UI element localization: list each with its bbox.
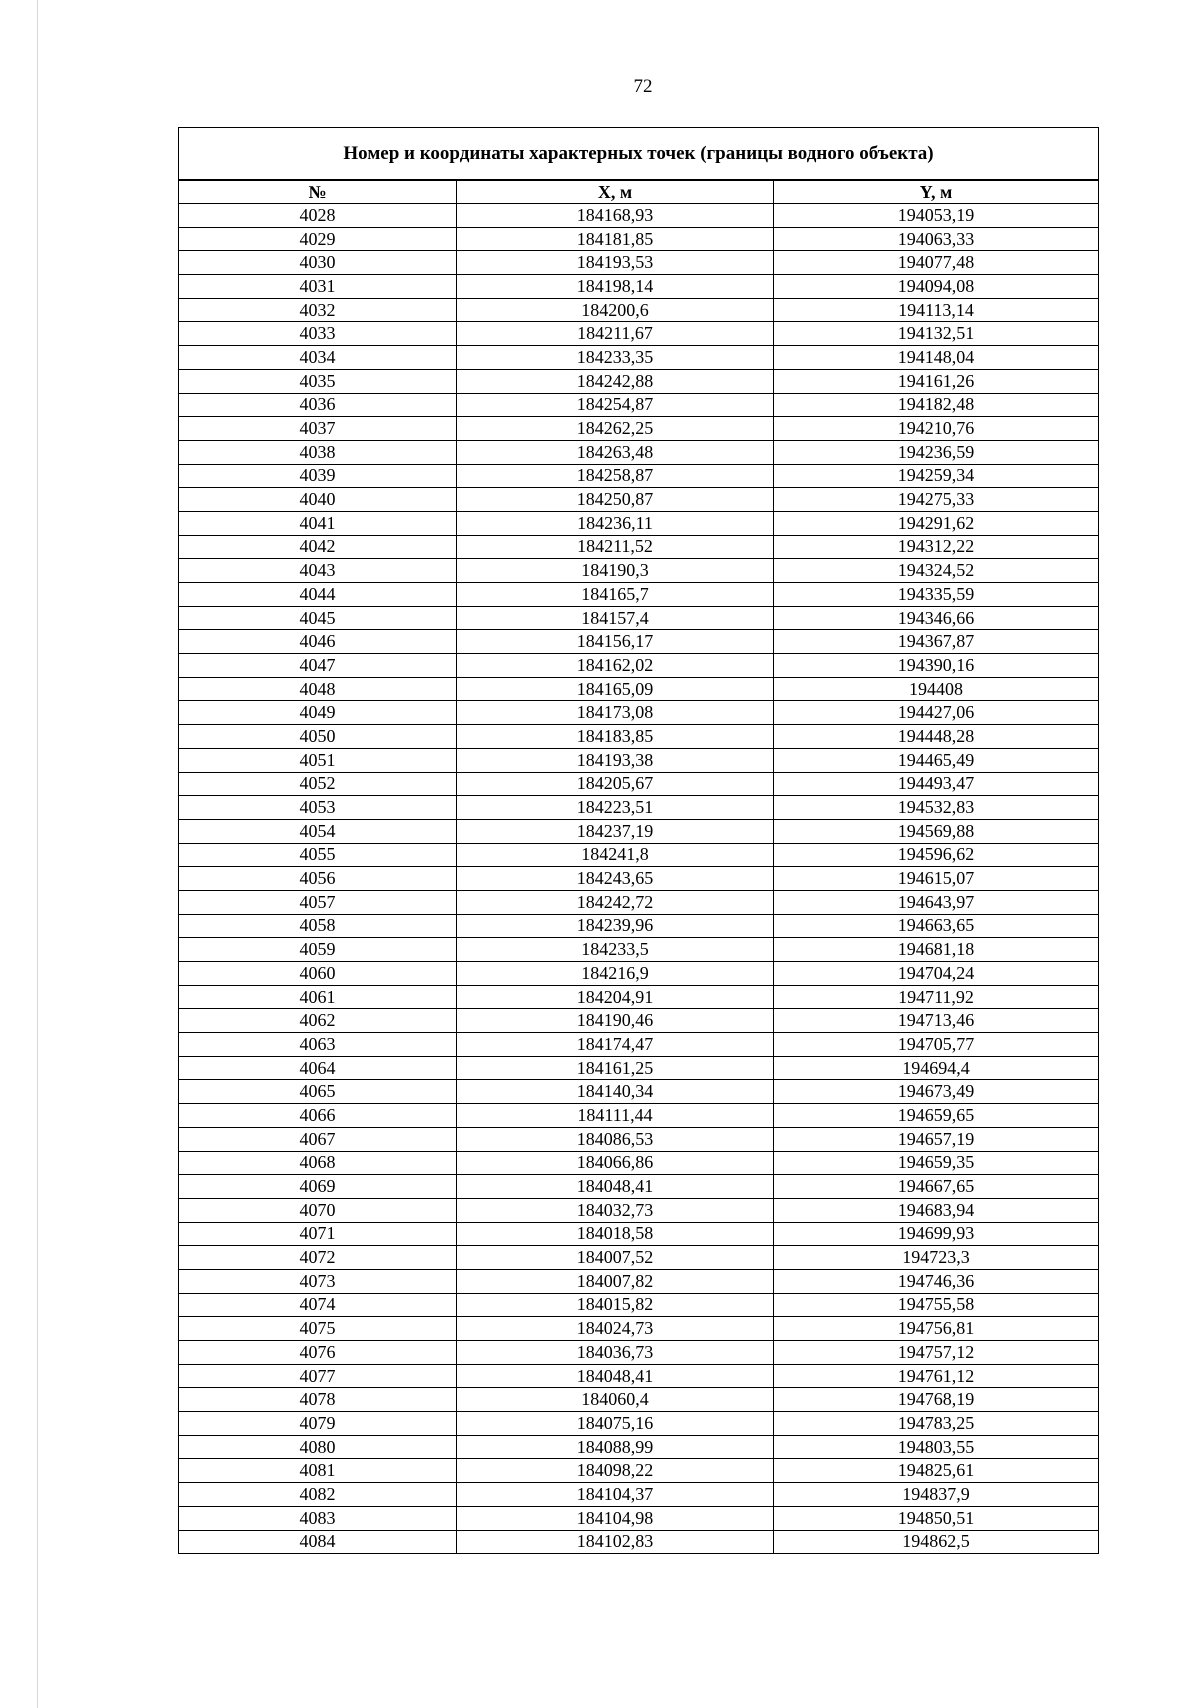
cell-x-coordinate: 184262,25 bbox=[457, 417, 774, 441]
cell-point-number: 4067 bbox=[179, 1127, 457, 1151]
cell-point-number: 4039 bbox=[179, 464, 457, 488]
cell-x-coordinate: 184200,6 bbox=[457, 298, 774, 322]
table-row bbox=[179, 298, 1099, 322]
cell-x-coordinate: 184174,47 bbox=[457, 1033, 774, 1057]
cell-y-coordinate: 194367,87 bbox=[774, 630, 1099, 654]
cell-point-number: 4031 bbox=[179, 275, 457, 299]
cell-x-coordinate: 184140,34 bbox=[457, 1080, 774, 1104]
table-row bbox=[179, 914, 1099, 938]
cell-y-coordinate: 194312,22 bbox=[774, 535, 1099, 559]
cell-point-number: 4046 bbox=[179, 630, 457, 654]
table-row bbox=[179, 962, 1099, 986]
cell-point-number: 4072 bbox=[179, 1246, 457, 1270]
cell-point-number: 4058 bbox=[179, 914, 457, 938]
cell-x-coordinate: 184104,98 bbox=[457, 1506, 774, 1530]
table-caption: Номер и координаты характерных точек (границы водного объекта) bbox=[179, 128, 1099, 181]
cell-y-coordinate: 194643,97 bbox=[774, 890, 1099, 914]
table-row bbox=[179, 417, 1099, 441]
table-row bbox=[179, 1080, 1099, 1104]
cell-x-coordinate: 184233,5 bbox=[457, 938, 774, 962]
table-row bbox=[179, 1269, 1099, 1293]
table-row bbox=[179, 867, 1099, 891]
table-row bbox=[179, 1293, 1099, 1317]
cell-x-coordinate: 184205,67 bbox=[457, 772, 774, 796]
cell-point-number: 4060 bbox=[179, 962, 457, 986]
cell-point-number: 4053 bbox=[179, 796, 457, 820]
cell-x-coordinate: 184075,16 bbox=[457, 1412, 774, 1436]
table-row bbox=[179, 1246, 1099, 1270]
cell-x-coordinate: 184024,73 bbox=[457, 1317, 774, 1341]
cell-x-coordinate: 184211,52 bbox=[457, 535, 774, 559]
cell-y-coordinate: 194094,08 bbox=[774, 275, 1099, 299]
column-header-x: X, м bbox=[457, 180, 774, 204]
table-row bbox=[179, 725, 1099, 749]
scan-edge-line bbox=[37, 0, 38, 1708]
cell-y-coordinate: 194113,14 bbox=[774, 298, 1099, 322]
cell-x-coordinate: 184111,44 bbox=[457, 1104, 774, 1128]
table-row bbox=[179, 1506, 1099, 1530]
cell-y-coordinate: 194862,5 bbox=[774, 1530, 1099, 1554]
table-caption-row bbox=[179, 128, 1099, 181]
table-row bbox=[179, 748, 1099, 772]
cell-y-coordinate: 194465,49 bbox=[774, 748, 1099, 772]
cell-point-number: 4043 bbox=[179, 559, 457, 583]
cell-x-coordinate: 184048,41 bbox=[457, 1175, 774, 1199]
table-row bbox=[179, 275, 1099, 299]
cell-point-number: 4061 bbox=[179, 985, 457, 1009]
cell-y-coordinate: 194837,9 bbox=[774, 1483, 1099, 1507]
cell-point-number: 4056 bbox=[179, 867, 457, 891]
cell-y-coordinate: 194711,92 bbox=[774, 985, 1099, 1009]
cell-y-coordinate: 194210,76 bbox=[774, 417, 1099, 441]
table-row bbox=[179, 1317, 1099, 1341]
cell-y-coordinate: 194723,3 bbox=[774, 1246, 1099, 1270]
cell-y-coordinate: 194390,16 bbox=[774, 654, 1099, 678]
cell-point-number: 4037 bbox=[179, 417, 457, 441]
cell-point-number: 4068 bbox=[179, 1151, 457, 1175]
cell-point-number: 4028 bbox=[179, 204, 457, 228]
cell-point-number: 4080 bbox=[179, 1435, 457, 1459]
cell-y-coordinate: 194335,59 bbox=[774, 583, 1099, 607]
cell-point-number: 4047 bbox=[179, 654, 457, 678]
cell-point-number: 4063 bbox=[179, 1033, 457, 1057]
cell-y-coordinate: 194713,46 bbox=[774, 1009, 1099, 1033]
table-row bbox=[179, 819, 1099, 843]
cell-point-number: 4029 bbox=[179, 227, 457, 251]
cell-point-number: 4052 bbox=[179, 772, 457, 796]
table-row bbox=[179, 772, 1099, 796]
cell-point-number: 4036 bbox=[179, 393, 457, 417]
cell-x-coordinate: 184173,08 bbox=[457, 701, 774, 725]
cell-y-coordinate: 194850,51 bbox=[774, 1506, 1099, 1530]
cell-point-number: 4062 bbox=[179, 1009, 457, 1033]
table-row bbox=[179, 440, 1099, 464]
cell-y-coordinate: 194063,33 bbox=[774, 227, 1099, 251]
cell-y-coordinate: 194236,59 bbox=[774, 440, 1099, 464]
cell-y-coordinate: 194803,55 bbox=[774, 1435, 1099, 1459]
cell-y-coordinate: 194275,33 bbox=[774, 488, 1099, 512]
table-row bbox=[179, 1222, 1099, 1246]
cell-y-coordinate: 194694,4 bbox=[774, 1056, 1099, 1080]
cell-point-number: 4035 bbox=[179, 369, 457, 393]
cell-y-coordinate: 194704,24 bbox=[774, 962, 1099, 986]
cell-x-coordinate: 184060,4 bbox=[457, 1388, 774, 1412]
cell-point-number: 4069 bbox=[179, 1175, 457, 1199]
cell-x-coordinate: 184066,86 bbox=[457, 1151, 774, 1175]
table-row bbox=[179, 464, 1099, 488]
cell-point-number: 4033 bbox=[179, 322, 457, 346]
table-row bbox=[179, 204, 1099, 228]
cell-y-coordinate: 194346,66 bbox=[774, 606, 1099, 630]
cell-y-coordinate: 194825,61 bbox=[774, 1459, 1099, 1483]
table-row bbox=[179, 1483, 1099, 1507]
table-row bbox=[179, 677, 1099, 701]
cell-x-coordinate: 184015,82 bbox=[457, 1293, 774, 1317]
cell-x-coordinate: 184216,9 bbox=[457, 962, 774, 986]
cell-point-number: 4076 bbox=[179, 1341, 457, 1365]
cell-x-coordinate: 184183,85 bbox=[457, 725, 774, 749]
table-row bbox=[179, 938, 1099, 962]
cell-x-coordinate: 184036,73 bbox=[457, 1341, 774, 1365]
cell-point-number: 4041 bbox=[179, 511, 457, 535]
table-row bbox=[179, 1459, 1099, 1483]
cell-y-coordinate: 194408 bbox=[774, 677, 1099, 701]
cell-x-coordinate: 184007,82 bbox=[457, 1269, 774, 1293]
cell-x-coordinate: 184161,25 bbox=[457, 1056, 774, 1080]
cell-point-number: 4042 bbox=[179, 535, 457, 559]
cell-x-coordinate: 184048,41 bbox=[457, 1364, 774, 1388]
table-row bbox=[179, 322, 1099, 346]
table-row bbox=[179, 843, 1099, 867]
cell-point-number: 4070 bbox=[179, 1198, 457, 1222]
table-row bbox=[179, 985, 1099, 1009]
cell-y-coordinate: 194783,25 bbox=[774, 1412, 1099, 1436]
cell-point-number: 4078 bbox=[179, 1388, 457, 1412]
cell-point-number: 4065 bbox=[179, 1080, 457, 1104]
table-row bbox=[179, 535, 1099, 559]
table-row bbox=[179, 393, 1099, 417]
cell-y-coordinate: 194746,36 bbox=[774, 1269, 1099, 1293]
cell-y-coordinate: 194182,48 bbox=[774, 393, 1099, 417]
cell-y-coordinate: 194427,06 bbox=[774, 701, 1099, 725]
table-row bbox=[179, 1104, 1099, 1128]
cell-x-coordinate: 184263,48 bbox=[457, 440, 774, 464]
cell-x-coordinate: 184239,96 bbox=[457, 914, 774, 938]
cell-y-coordinate: 194291,62 bbox=[774, 511, 1099, 535]
cell-point-number: 4064 bbox=[179, 1056, 457, 1080]
cell-x-coordinate: 184233,35 bbox=[457, 346, 774, 370]
cell-y-coordinate: 194259,34 bbox=[774, 464, 1099, 488]
table-row bbox=[179, 1009, 1099, 1033]
table-row bbox=[179, 1127, 1099, 1151]
table-row bbox=[179, 890, 1099, 914]
cell-x-coordinate: 184102,83 bbox=[457, 1530, 774, 1554]
cell-x-coordinate: 184241,8 bbox=[457, 843, 774, 867]
cell-x-coordinate: 184223,51 bbox=[457, 796, 774, 820]
cell-point-number: 4081 bbox=[179, 1459, 457, 1483]
cell-x-coordinate: 184243,65 bbox=[457, 867, 774, 891]
cell-y-coordinate: 194681,18 bbox=[774, 938, 1099, 962]
cell-y-coordinate: 194077,48 bbox=[774, 251, 1099, 275]
cell-x-coordinate: 184162,02 bbox=[457, 654, 774, 678]
cell-x-coordinate: 184198,14 bbox=[457, 275, 774, 299]
cell-y-coordinate: 194161,26 bbox=[774, 369, 1099, 393]
cell-x-coordinate: 184165,7 bbox=[457, 583, 774, 607]
table-row bbox=[179, 796, 1099, 820]
cell-point-number: 4034 bbox=[179, 346, 457, 370]
cell-y-coordinate: 194569,88 bbox=[774, 819, 1099, 843]
cell-y-coordinate: 194493,47 bbox=[774, 772, 1099, 796]
cell-x-coordinate: 184258,87 bbox=[457, 464, 774, 488]
cell-y-coordinate: 194756,81 bbox=[774, 1317, 1099, 1341]
cell-x-coordinate: 184211,67 bbox=[457, 322, 774, 346]
table-row bbox=[179, 1341, 1099, 1365]
cell-x-coordinate: 184181,85 bbox=[457, 227, 774, 251]
cell-point-number: 4051 bbox=[179, 748, 457, 772]
cell-point-number: 4079 bbox=[179, 1412, 457, 1436]
cell-x-coordinate: 184098,22 bbox=[457, 1459, 774, 1483]
cell-y-coordinate: 194448,28 bbox=[774, 725, 1099, 749]
cell-y-coordinate: 194667,65 bbox=[774, 1175, 1099, 1199]
table-row bbox=[179, 1412, 1099, 1436]
cell-x-coordinate: 184086,53 bbox=[457, 1127, 774, 1151]
cell-x-coordinate: 184018,58 bbox=[457, 1222, 774, 1246]
table-row bbox=[179, 606, 1099, 630]
table-row bbox=[179, 369, 1099, 393]
cell-y-coordinate: 194657,19 bbox=[774, 1127, 1099, 1151]
cell-y-coordinate: 194761,12 bbox=[774, 1364, 1099, 1388]
table-row bbox=[179, 1056, 1099, 1080]
cell-point-number: 4066 bbox=[179, 1104, 457, 1128]
cell-x-coordinate: 184193,38 bbox=[457, 748, 774, 772]
table-row bbox=[179, 1033, 1099, 1057]
cell-x-coordinate: 184242,72 bbox=[457, 890, 774, 914]
column-header-y: Y, м bbox=[774, 180, 1099, 204]
cell-x-coordinate: 184007,52 bbox=[457, 1246, 774, 1270]
cell-y-coordinate: 194132,51 bbox=[774, 322, 1099, 346]
cell-y-coordinate: 194683,94 bbox=[774, 1198, 1099, 1222]
cell-y-coordinate: 194659,65 bbox=[774, 1104, 1099, 1128]
cell-point-number: 4049 bbox=[179, 701, 457, 725]
cell-x-coordinate: 184088,99 bbox=[457, 1435, 774, 1459]
table-row bbox=[179, 1435, 1099, 1459]
cell-point-number: 4032 bbox=[179, 298, 457, 322]
cell-point-number: 4055 bbox=[179, 843, 457, 867]
cell-y-coordinate: 194659,35 bbox=[774, 1151, 1099, 1175]
cell-y-coordinate: 194705,77 bbox=[774, 1033, 1099, 1057]
cell-point-number: 4038 bbox=[179, 440, 457, 464]
cell-y-coordinate: 194663,65 bbox=[774, 914, 1099, 938]
cell-y-coordinate: 194053,19 bbox=[774, 204, 1099, 228]
cell-point-number: 4073 bbox=[179, 1269, 457, 1293]
cell-x-coordinate: 184193,53 bbox=[457, 251, 774, 275]
cell-point-number: 4040 bbox=[179, 488, 457, 512]
cell-point-number: 4050 bbox=[179, 725, 457, 749]
table-row bbox=[179, 488, 1099, 512]
cell-point-number: 4077 bbox=[179, 1364, 457, 1388]
cell-y-coordinate: 194673,49 bbox=[774, 1080, 1099, 1104]
cell-y-coordinate: 194596,62 bbox=[774, 843, 1099, 867]
cell-point-number: 4059 bbox=[179, 938, 457, 962]
table-row bbox=[179, 1175, 1099, 1199]
cell-point-number: 4045 bbox=[179, 606, 457, 630]
cell-y-coordinate: 194324,52 bbox=[774, 559, 1099, 583]
cell-point-number: 4057 bbox=[179, 890, 457, 914]
cell-point-number: 4048 bbox=[179, 677, 457, 701]
table-row bbox=[179, 583, 1099, 607]
cell-y-coordinate: 194148,04 bbox=[774, 346, 1099, 370]
table-row bbox=[179, 1151, 1099, 1175]
cell-point-number: 4030 bbox=[179, 251, 457, 275]
cell-x-coordinate: 184032,73 bbox=[457, 1198, 774, 1222]
cell-y-coordinate: 194755,58 bbox=[774, 1293, 1099, 1317]
cell-point-number: 4074 bbox=[179, 1293, 457, 1317]
cell-y-coordinate: 194699,93 bbox=[774, 1222, 1099, 1246]
cell-x-coordinate: 184156,17 bbox=[457, 630, 774, 654]
cell-x-coordinate: 184204,91 bbox=[457, 985, 774, 1009]
coordinates-table bbox=[178, 127, 1099, 1554]
table-row bbox=[179, 1364, 1099, 1388]
column-header-number: № bbox=[179, 180, 457, 204]
cell-point-number: 4083 bbox=[179, 1506, 457, 1530]
cell-y-coordinate: 194757,12 bbox=[774, 1341, 1099, 1365]
cell-x-coordinate: 184237,19 bbox=[457, 819, 774, 843]
cell-x-coordinate: 184190,46 bbox=[457, 1009, 774, 1033]
table-row bbox=[179, 1530, 1099, 1554]
cell-x-coordinate: 184190,3 bbox=[457, 559, 774, 583]
cell-point-number: 4075 bbox=[179, 1317, 457, 1341]
table-body bbox=[179, 204, 1099, 1554]
table-row bbox=[179, 630, 1099, 654]
cell-x-coordinate: 184250,87 bbox=[457, 488, 774, 512]
cell-x-coordinate: 184168,93 bbox=[457, 204, 774, 228]
cell-point-number: 4071 bbox=[179, 1222, 457, 1246]
cell-point-number: 4044 bbox=[179, 583, 457, 607]
table-row bbox=[179, 511, 1099, 535]
table-row bbox=[179, 1198, 1099, 1222]
cell-y-coordinate: 194532,83 bbox=[774, 796, 1099, 820]
cell-x-coordinate: 184165,09 bbox=[457, 677, 774, 701]
table-header-row bbox=[179, 180, 1099, 204]
cell-x-coordinate: 184157,4 bbox=[457, 606, 774, 630]
cell-y-coordinate: 194615,07 bbox=[774, 867, 1099, 891]
table-row bbox=[179, 654, 1099, 678]
cell-y-coordinate: 194768,19 bbox=[774, 1388, 1099, 1412]
table-row bbox=[179, 1388, 1099, 1412]
table-row bbox=[179, 701, 1099, 725]
cell-point-number: 4082 bbox=[179, 1483, 457, 1507]
cell-x-coordinate: 184104,37 bbox=[457, 1483, 774, 1507]
table-row bbox=[179, 251, 1099, 275]
cell-x-coordinate: 184236,11 bbox=[457, 511, 774, 535]
cell-x-coordinate: 184242,88 bbox=[457, 369, 774, 393]
cell-point-number: 4084 bbox=[179, 1530, 457, 1554]
table-row bbox=[179, 346, 1099, 370]
cell-x-coordinate: 184254,87 bbox=[457, 393, 774, 417]
cell-point-number: 4054 bbox=[179, 819, 457, 843]
table-row bbox=[179, 227, 1099, 251]
table-row bbox=[179, 559, 1099, 583]
page-number: 72 bbox=[633, 76, 653, 97]
